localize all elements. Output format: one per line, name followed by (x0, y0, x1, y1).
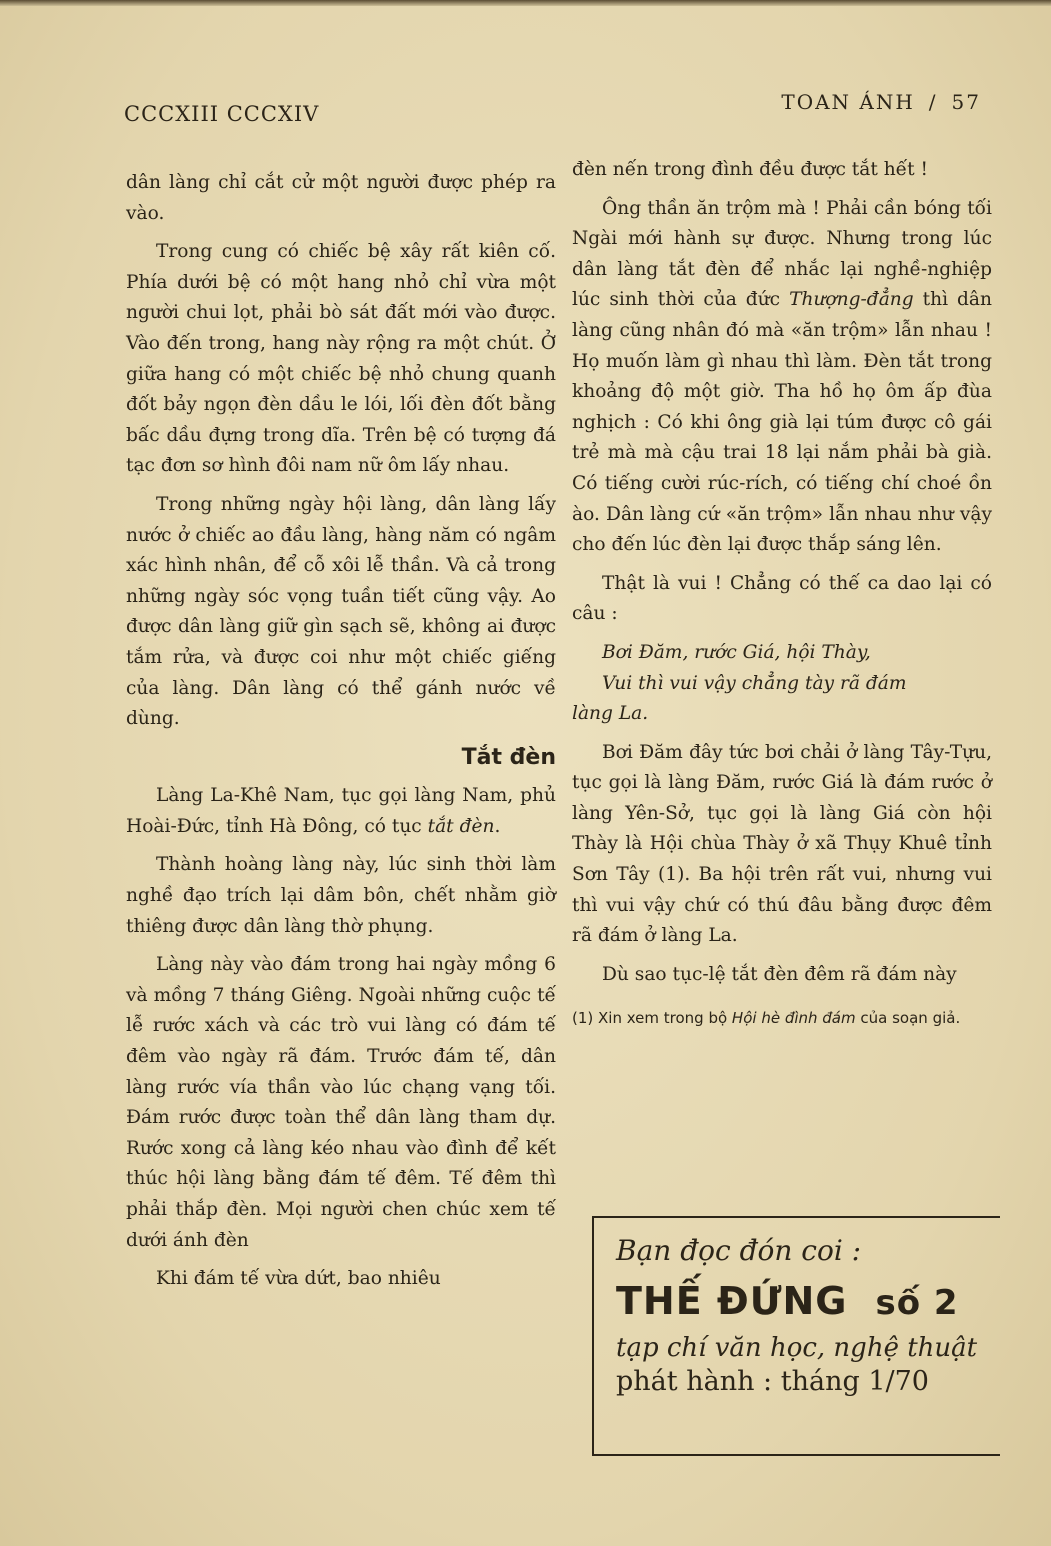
italic-term: Thượng-đẳng (789, 289, 914, 311)
paragraph: Thật là vui ! Chẳng có thế ca dao lại có câu : (572, 572, 992, 625)
paragraph: dân làng chỉ cắt cử một người được phép ra vào. (126, 172, 556, 224)
paragraph: Trong cung có chiếc bệ xây rất kiên cố. Phía dưới bệ có một hang nhỏ chỉ vừa một người chui lọt, phải bò sát đất mới vào được. Vào đến trong, hang này rộng ra một chút. Ở giữa hang có một chiếc bệ nhỏ chung quanh đốt bảy ngọn đèn dầu le lói, lối đèn đốt bằng bấc dầu đựng trong dĩa. Trên bệ có tượng đá tạc đơn sơ hình đôi nam nữ ôm lấy nhau. (126, 241, 556, 477)
italic-term: Hội hè đình đám (731, 1009, 856, 1028)
paragraph: Thành hoàng làng này, lúc sinh thời làm nghề đạo trích lại dâm bôn, chết nhằm giờ thiêng được dân làng thờ phụng. (126, 854, 556, 937)
ad-issue-number: số 2 (875, 1283, 959, 1323)
italic-term: tắt đèn (427, 815, 495, 837)
text-run: . (494, 815, 501, 837)
text-run: Ông thần ăn trộm mà ! Phải cần bóng tối Ngài mới hành sự được. Nhưng trong lúc dân làng tắt đèn để nhắc lại nghề-nghiệp lúc sinh thời của đức (572, 197, 992, 311)
verse-line: Vui thì vui vậy chẳng tày rã đám (602, 672, 907, 694)
paragraph (126, 781, 556, 842)
footnote (572, 1006, 992, 1030)
paragraph: Trong những ngày hội làng, dân làng lấy nước ở chiếc ao đầu làng, hàng năm có ngâm xác hình nhân, để cỗ xôi lễ thần. Và cả trong những ngày sóc vọng tuần tiết cũng vậy. Ao được dân làng giữ gìn sạch sẽ, không ai được tắm rửa, và được coi như một chiếc giếng của làng. Dân làng có thể gánh nước về dùng. (126, 493, 556, 730)
ad-magazine-title (616, 1279, 1000, 1323)
section-title: Tắt đèn (461, 744, 556, 770)
paragraph (572, 194, 992, 561)
running-header (781, 90, 981, 114)
verse-line: Bơi Đăm, rước Giá, hội Thày, (602, 641, 871, 663)
text-run: (1) Xin xem trong bộ (572, 1009, 732, 1028)
right-column (572, 155, 992, 1030)
running-header-separator: / (928, 90, 938, 114)
text-run: Làng La-Khê Nam, tục gọi làng Nam, phủ Hoài-Đức, tỉnh Hà Đông, có tục (126, 785, 556, 837)
text-run: thì dân làng cũng nhân đó mà «ăn trộm» lẫn nhau ! Họ muốn làm gì nhau thì làm. Đèn tắt trong khoảng độ một giờ. Tha hồ họ ôm ấp đùa nghịch : Có khi ông già lại túm được cô gái trẻ mà mà cậu trai 18 lại nắm phải bà già. Có tiếng cười rúc-rích, có tiếng chí choé ồn ào. Dân làng cứ «ăn trộm» lẫn nhau như vậy cho đến lúc đèn lại được thắp sáng lên. (572, 289, 992, 556)
top-edge-rule (0, 0, 1051, 6)
verse-line: làng La. (572, 703, 649, 725)
left-column (126, 168, 556, 1303)
ad-subtitle: tạp chí văn học, nghệ thuật (616, 1333, 978, 1363)
running-header-title: TOAN ÁNH (781, 90, 915, 114)
ad-title-text: THẾ ĐỨNG (616, 1279, 848, 1323)
header-left-numerals: CCCXIII CCCXIV (124, 102, 320, 126)
paragraph: Làng này vào đám trong hai ngày mồng 6 và mồng 7 tháng Giêng. Ngoài những cuộc tế lễ rước xách và các trò vui làng có đám tế đêm vào ngày rã đám. Trước đám tế, dân làng rước vía thần vào lúc chạng vạng tối. Đám rước được toàn thể dân làng tham dự. Rước xong cả làng kéo nhau vào đình để kết thúc hội làng bằng đám tế đêm. Tế đêm thì phải thắp đèn. Mọi người chen chúc xem tế dưới ánh đèn (126, 954, 556, 1251)
paragraph: Dù sao tục-lệ tắt đèn đêm rã đám này (602, 963, 957, 985)
paragraph: Bơi Đăm đây tức bơi chải ở làng Tây-Tựu, tục gọi là làng Đăm, rước Giá là đám rước ở làng Yên-Sở, tục gọi là làng Giá còn hội Thày là Hội chùa Thày ở xã Thụy Khuê tỉnh Sơn Tây (1). Ba hội trên rất vui, nhưng vui thì vui vậy chứ có thú đâu bằng được đêm rã đám ở làng La. (572, 741, 992, 947)
advertisement-box (592, 1216, 1000, 1456)
text-run: của soạn giả. (855, 1009, 961, 1028)
folk-verse (572, 638, 992, 730)
page-number: 57 (951, 90, 981, 114)
paragraph: Khi đám tế vừa dứt, bao nhiêu (156, 1268, 441, 1290)
ad-intro: Bạn đọc đón coi : (616, 1234, 862, 1267)
ad-release-date: phát hành : tháng 1/70 (616, 1366, 929, 1397)
paragraph: đèn nến trong đình đều được tắt hết ! (572, 159, 928, 180)
